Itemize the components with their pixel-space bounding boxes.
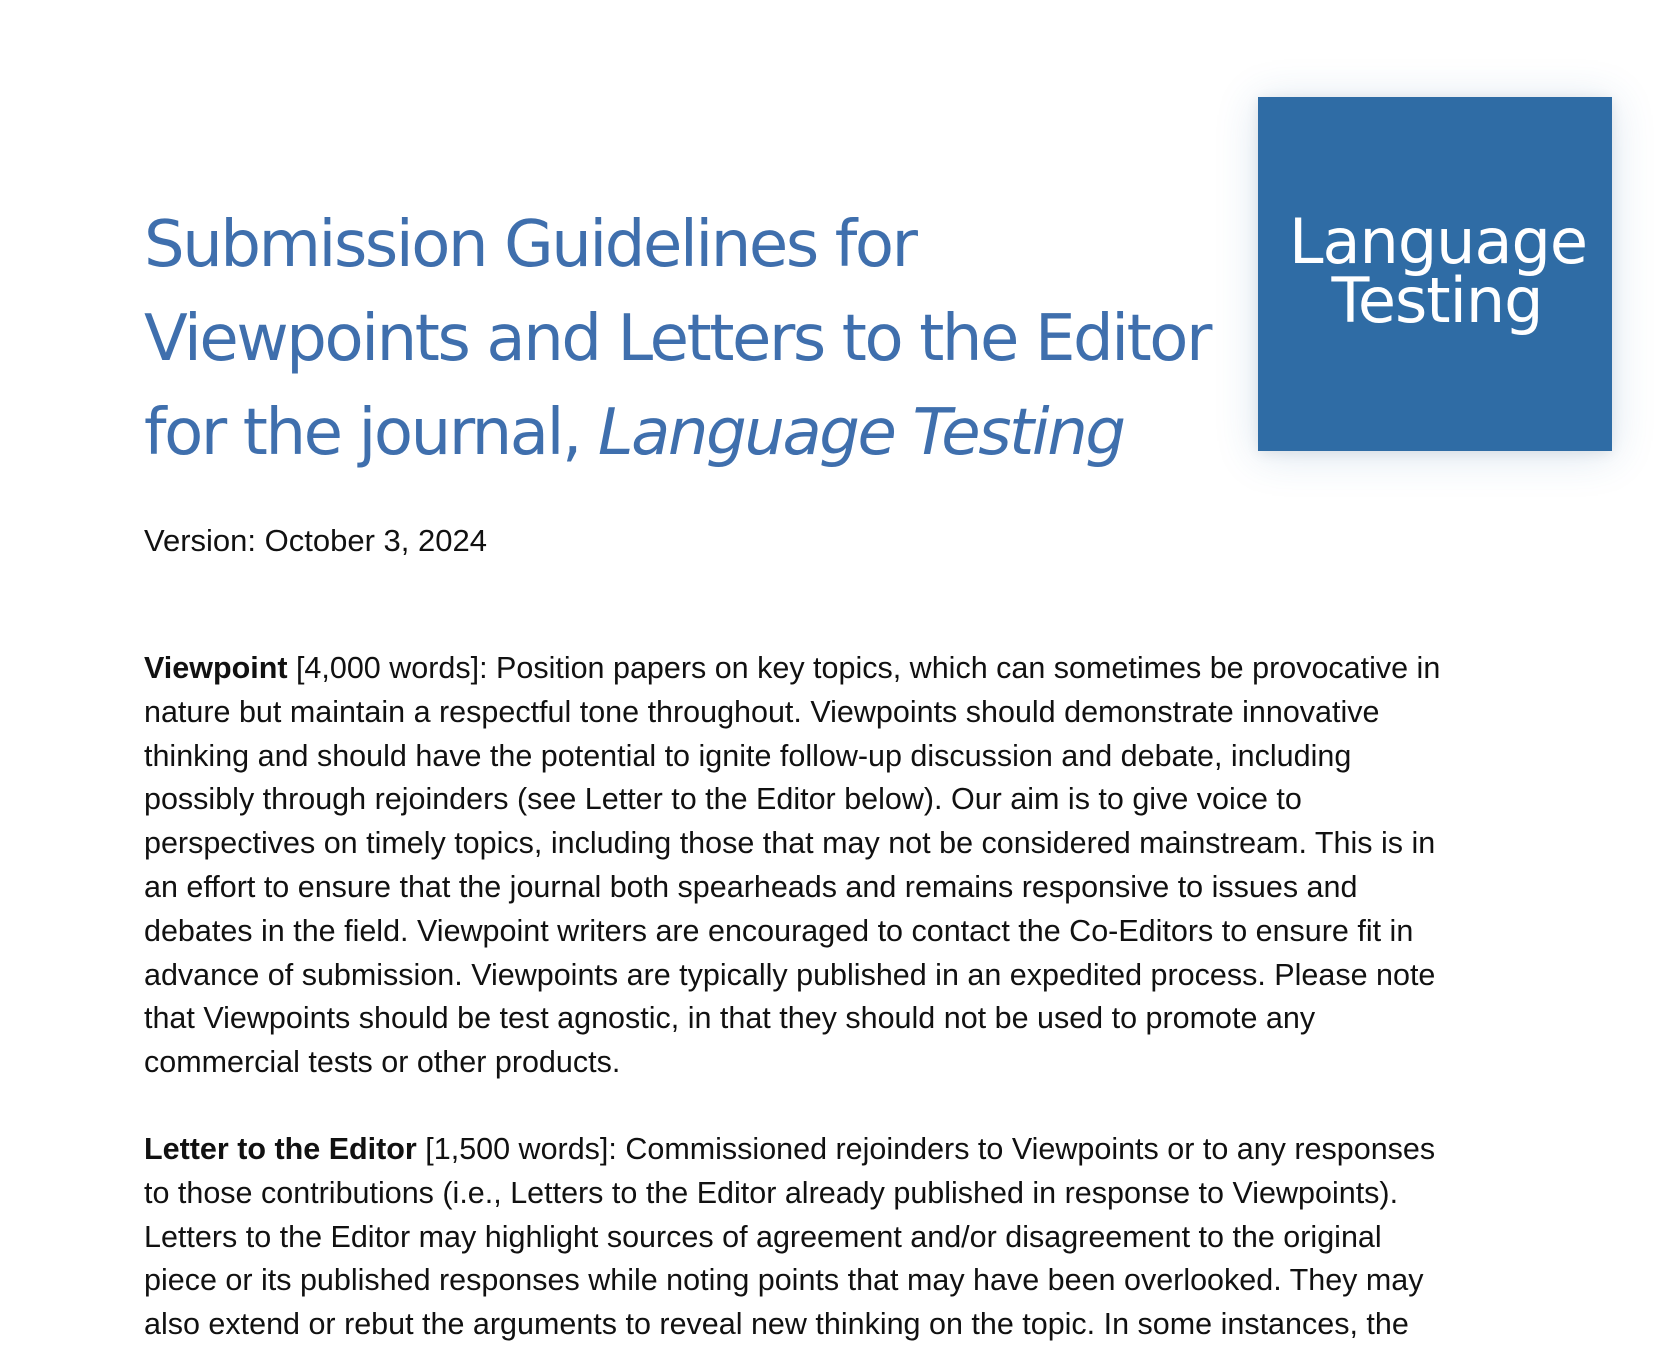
- paragraph-line: thinking and should have the potential to ignite follow-up discussion and debate, including: [144, 738, 1352, 773]
- viewpoint-paragraph: [144, 647, 1564, 1085]
- logo-text-line-2: Testing: [1331, 264, 1543, 337]
- paragraph-line: possibly through rejoinders (see Letter to the Editor below). Our aim is to give voice to: [144, 782, 1302, 817]
- letter-term: Letter to the Editor: [144, 1132, 417, 1166]
- journal-logo: [1258, 97, 1612, 451]
- logo-text-line-1: Language: [1289, 205, 1587, 278]
- paragraph-line-text: [1,500 words]: Commissioned rejoinders to Viewpoints or to any responses: [416, 1132, 1436, 1166]
- paragraph-line: perspectives on timely topics, including those that may not be considered mainstream. This is in: [144, 826, 1436, 861]
- title-line-3-prefix: for the journal,: [144, 396, 598, 470]
- paragraph-line: Letters to the Editor may highlight sources of agreement and/or disagreement to the original: [144, 1219, 1382, 1254]
- paragraph-line: that Viewpoints should be test agnostic, in that they should not be used to promote any: [144, 1001, 1316, 1036]
- paragraph-line: debates in the field. Viewpoint writers are encouraged to contact the Co-Editors to ensure fit in: [144, 913, 1414, 948]
- paragraph-line: to those contributions (i.e., Letters to the Editor already published in response to Viewpoints).: [144, 1175, 1399, 1210]
- paragraph-line: [144, 647, 1564, 691]
- paragraph-line-text: [4,000 words]: Position papers on key topics, which can sometimes be provocative in: [287, 651, 1441, 685]
- title-line-1: Submission Guidelines for: [144, 208, 916, 282]
- version-date: Version: October 3, 2024: [144, 523, 487, 558]
- paragraph-line: also extend or rebut the arguments to reveal new thinking on the topic. In some instances, the: [144, 1307, 1409, 1342]
- paragraph-line: advance of submission. Viewpoints are typically published in an expedited process. Please note: [144, 957, 1436, 992]
- title-line-2: Viewpoints and Letters to the Editor: [144, 302, 1210, 376]
- paragraph-line: [144, 1128, 1564, 1172]
- document-title: [144, 198, 1224, 480]
- letter-paragraph: [144, 1128, 1564, 1347]
- paragraph-line: an effort to ensure that the journal both spearheads and remains responsive to issues and: [144, 869, 1358, 904]
- paragraph-line: piece or its published responses while noting points that may have been overlooked. They may: [144, 1263, 1424, 1298]
- title-journal-name: Language Testing: [597, 396, 1124, 470]
- paragraph-line: nature but maintain a respectful tone throughout. Viewpoints should demonstrate innovative: [144, 694, 1380, 729]
- paragraph-line: commercial tests or other products.: [144, 1045, 621, 1080]
- title-line-3: [144, 386, 1224, 480]
- viewpoint-term: Viewpoint: [144, 651, 288, 685]
